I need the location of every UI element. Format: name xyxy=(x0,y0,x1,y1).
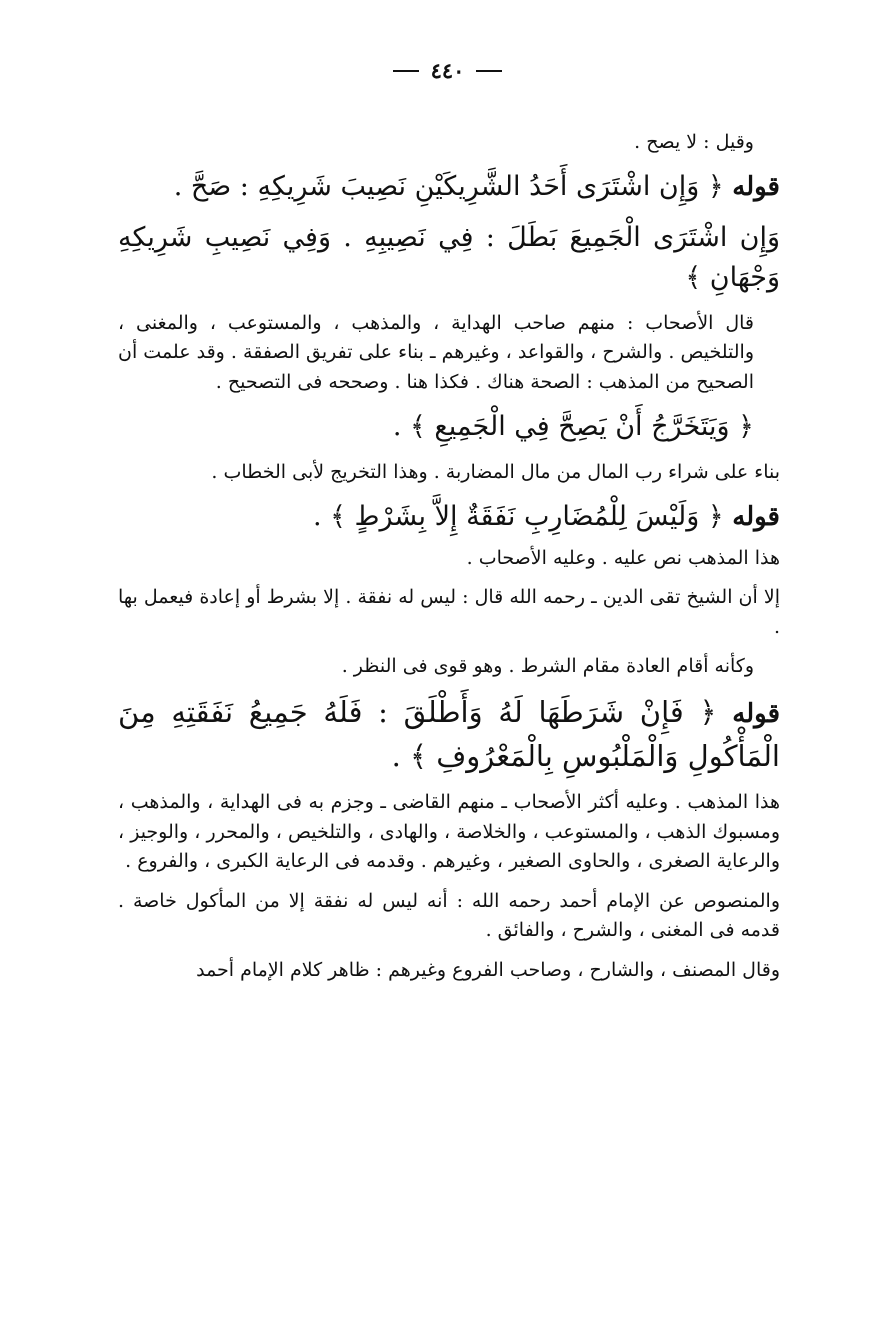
matn-line xyxy=(118,218,780,299)
header-dash-right xyxy=(476,70,502,72)
page-number: ٤٤٠ xyxy=(430,58,465,83)
matn-line xyxy=(118,167,780,208)
paragraph-text: وقيل : لا يصح . xyxy=(634,131,754,153)
paragraph xyxy=(118,128,780,157)
matn-text: ﴿ وَيَتَخَرَّجُ أَنْ يَصِحَّ فِي الْجَمِيعِ ﴾ . xyxy=(392,411,754,443)
matn-line xyxy=(118,407,780,448)
paragraph xyxy=(118,652,780,681)
matn-text: وَإِن اشْتَرَى الْجَمِيعَ بَطَلَ : فِي نَصِيبِهِ . وَفِي نَصِيبِ شَرِيكِهِ وَجْهَانِ ﴾ xyxy=(118,221,780,294)
paragraph-text: وقال المصنف ، والشارح ، وصاحب الفروع وغيرهم : ظاهر كلام الإمام أحمد xyxy=(196,958,780,981)
paragraph xyxy=(118,309,780,397)
paragraph-text: والمنصوص عن الإمام أحمد رحمه الله : أنه ليس له نفقة إلا من المأكول خاصة . قدمه فى المغنى ، والشرح ، والفائق . xyxy=(118,889,780,942)
paragraph xyxy=(118,788,780,876)
matn-line xyxy=(118,691,780,778)
matn-prefix: قوله xyxy=(732,172,780,203)
matn-text: ﴿ وَإِن اشْتَرَى أَحَدُ الشَّرِيكَيْنِ نَصِيبَ شَرِيكِهِ : صَحَّ . xyxy=(173,171,724,203)
paragraph xyxy=(118,583,780,642)
paragraph xyxy=(118,887,780,946)
paragraph xyxy=(118,956,780,985)
paragraph-text: قال الأصحاب : منهم صاحب الهداية ، والمذهب ، والمستوعب ، والمغنى ، والتلخيص . والشرح ، والقواعد ، وغيرهم ـ بناء على تفريق الصفقة . وقد علمت أن الصحيح من المذهب : الصحة هناك . فكذا هنا . وصححه فى التصحيح . xyxy=(118,311,754,393)
matn-prefix: قوله xyxy=(732,502,780,533)
header-dash-left xyxy=(393,70,419,72)
page-header xyxy=(0,58,895,83)
matn-line xyxy=(118,497,780,538)
paragraph xyxy=(118,544,780,573)
matn-text: ﴿ وَلَيْسَ لِلْمُضَارِبِ نَفَقَةٌ إِلاَّ بِشَرْطٍ ﴾ . xyxy=(312,501,724,533)
matn-text: ﴿ فَإِنْ شَرَطَهَا لَهُ وَأَطْلَقَ : فَلَهُ جَمِيعُ نَفَقَتِهِ مِنَ الْمَأْكُولِ وَالْمَلْبُوسِ بِالْمَعْرُوفِ ﴾ . xyxy=(118,695,780,773)
paragraph-text: إلا أن الشيخ تقى الدين ـ رحمه الله قال : ليس له نفقة . إلا بشرط أو إعادة فيعمل بها . xyxy=(118,586,780,638)
paragraph-text: هذا المذهب . وعليه أكثر الأصحاب ـ منهم القاضى ـ وجزم به فى الهداية ، والمذهب ، ومسبوك الذهب ، والمستوعب ، والخلاصة ، والهادى ، والتلخيص ، والمحرر ، والوجيز ، والرعاية الصغرى ، والحاوى الصغير ، وغيرهم . وقدمه فى الرعاية الكبرى ، والفروع . xyxy=(118,791,780,873)
paragraph-text: هذا المذهب نص عليه . وعليه الأصحاب . xyxy=(466,546,780,569)
page-body xyxy=(118,118,780,985)
paragraph-text: وكأنه أقام العادة مقام الشرط . وهو قوى فى النظر . xyxy=(341,655,754,677)
matn-prefix: قوله xyxy=(732,699,781,730)
paragraph-text: بناء على شراء رب المال من مال المضاربة . وهذا التخريج لأبى الخطاب . xyxy=(211,460,780,483)
paragraph xyxy=(118,458,780,487)
